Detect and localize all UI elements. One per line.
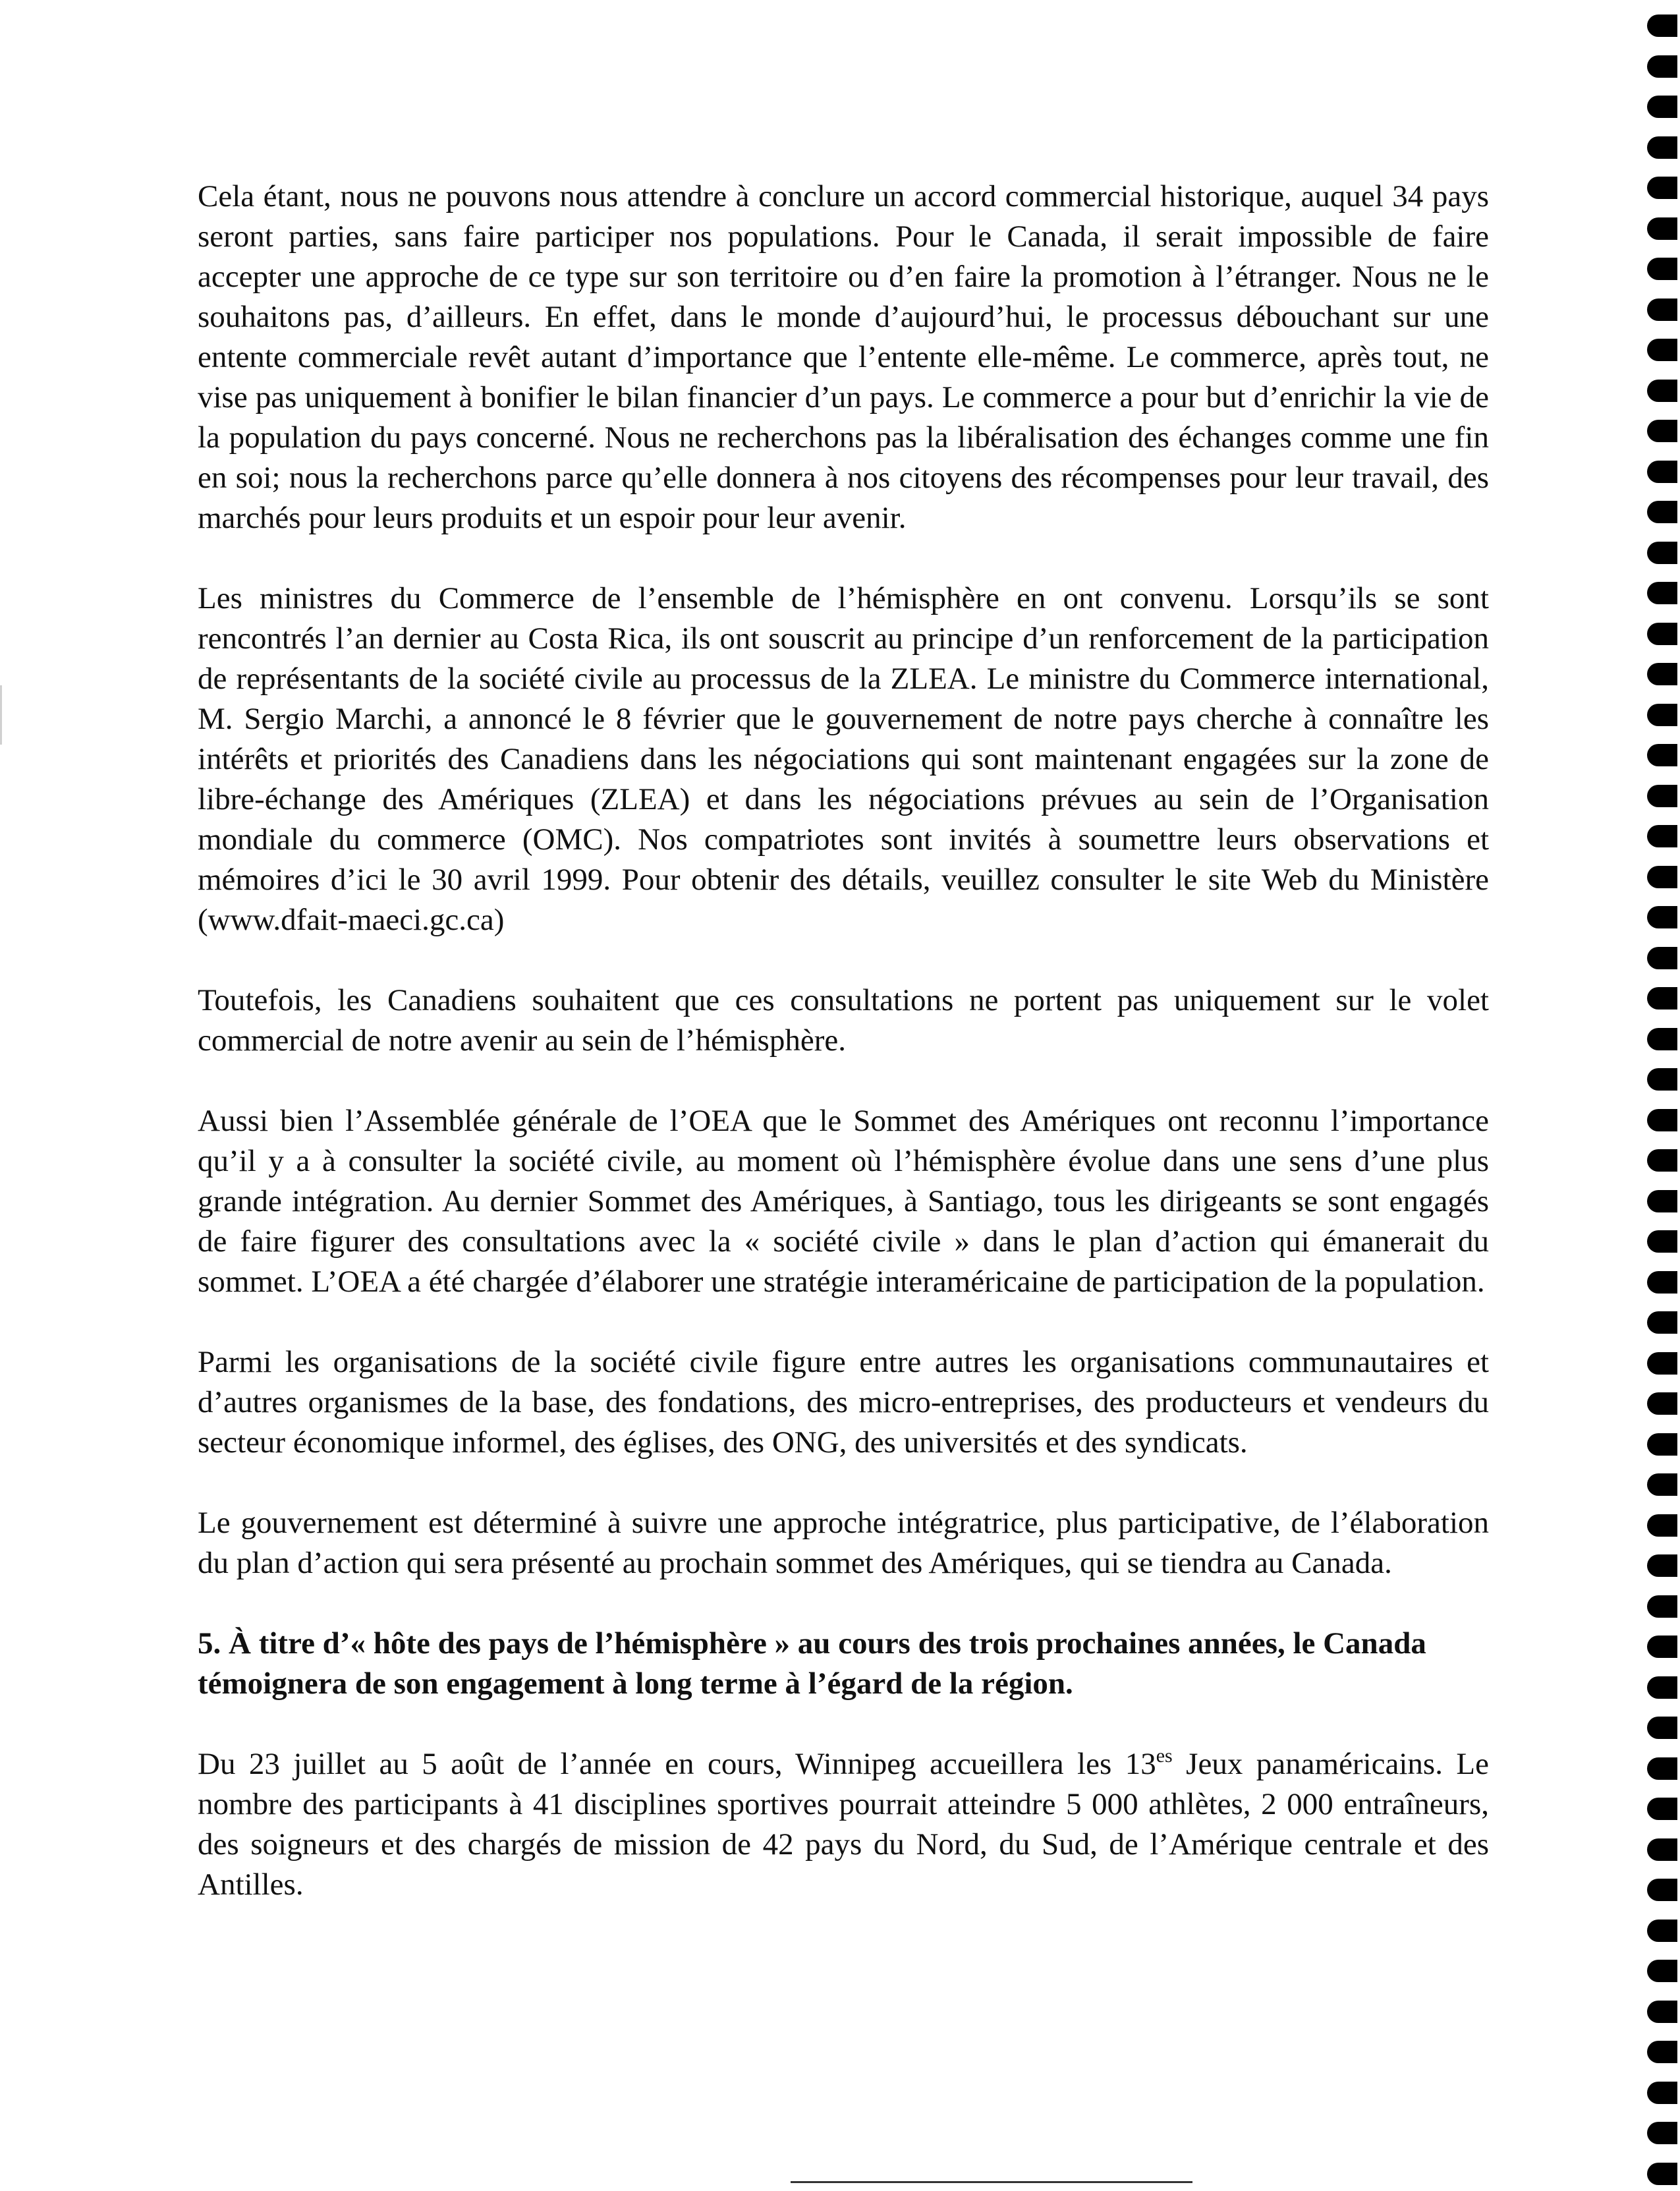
binding-hole — [1647, 1717, 1677, 1739]
binding-hole — [1647, 1473, 1677, 1496]
binding-hole — [1647, 542, 1677, 564]
document-body — [198, 177, 1489, 1905]
binding-hole — [1647, 1230, 1677, 1253]
binding-hole — [1647, 1109, 1677, 1131]
paragraph-trade-agreement: Cela étant, nous ne pouvons nous attendre à conclure un accord commercial historique, auquel 34 pays seront parties, sans faire participer nos populations. Pour le Canada, il serait impossible de faire accepter une approche de ce type sur son territoire ou d’en faire la promotion à l’étranger. Nous ne le souhaitons pas, d’ailleurs. En effet, dans le monde d’aujourd’hui, le processus débouchant sur une entente commerciale revêt autant d’importance que l’entente elle-même. Le commerce, après tout, ne vise pas uniquement à bonifier le bilan financier d’un pays. Le commerce a pour but d’enrichir la vie de la population du pays concerné. Nous ne recherchons pas la libéralisation des échanges comme une fin en soi; nous la recherchons parce qu’elle donnera à nos citoyens des récompenses pour leur travail, des marchés pour leurs produits et un espoir pour leur avenir. — [198, 179, 1489, 535]
binding-hole — [1647, 217, 1677, 240]
paragraph-oea-assembly: Aussi bien l’Assemblée générale de l’OEA que le Sommet des Amériques ont reconnu l’importance qu’il y a à consulter la société civile, au moment où l’hémisphère évolue dans une sens d’une plus grande intégration. Au dernier Sommet des Amériques, à Santiago, tous les dirigeants se sont engagés de faire figurer des consultations avec la « société civile » dans le plan d’action qui émanerait du sommet. L’OEA a été chargée d’élaborer une stratégie interaméricaine de participation de la population. — [198, 1104, 1489, 1299]
binding-hole — [1647, 1879, 1677, 1901]
binding-hole — [1647, 825, 1677, 847]
binding-hole — [1647, 1068, 1677, 1091]
binding-hole — [1647, 2122, 1677, 2144]
binding-hole — [1647, 866, 1677, 888]
binding-hole — [1647, 420, 1677, 442]
binding-hole — [1647, 947, 1677, 969]
binding-hole — [1647, 663, 1677, 685]
binding-hole — [1647, 906, 1677, 928]
binding-hole — [1647, 1920, 1677, 1942]
paragraph-consultations: Toutefois, les Canadiens souhaitent que ces consultations ne portent pas uniquement sur le volet commercial de notre avenir au sein de l’hémisphère. — [198, 983, 1489, 1058]
binding-hole — [1647, 1636, 1677, 1658]
binding-hole — [1647, 623, 1677, 645]
bottom-rule — [791, 2181, 1192, 2183]
binding-hole — [1647, 1838, 1677, 1861]
binding-hole — [1647, 55, 1677, 78]
paragraph-government-approach: Le gouvernement est déterminé à suivre une approche intégratrice, plus participative, de l’élaboration du plan d’action qui sera présenté au prochain sommet des Amériques, qui se tiendra au Canada. — [198, 1506, 1489, 1580]
binding-hole — [1647, 299, 1677, 321]
binding-hole — [1647, 1028, 1677, 1050]
binding-hole — [1647, 1554, 1677, 1577]
binding-hole — [1647, 1149, 1677, 1172]
binding-hole — [1647, 1271, 1677, 1294]
paragraph-civil-society: Parmi les organisations de la société civile figure entre autres les organisations communautaires et d’autres organismes de la base, des fondations, des micro-entreprises, des producteurs et vendeurs du secteur économique informel, des églises, des ONG, des universités et des syndicats. — [198, 1345, 1489, 1460]
binding-hole — [1647, 1352, 1677, 1375]
section-heading-5: 5. À titre d’« hôte des pays de l’hémisphère » au cours des trois prochaines années, le Canada témoignera de son engagement à long terme à l’égard de la région. — [198, 1626, 1426, 1701]
binding-hole — [1647, 1676, 1677, 1699]
binding-hole — [1647, 380, 1677, 402]
binding-hole — [1647, 1595, 1677, 1618]
binding-hole — [1647, 785, 1677, 807]
binding-hole — [1647, 339, 1677, 361]
binding-hole — [1647, 1757, 1677, 1780]
binding-hole — [1647, 987, 1677, 1010]
binding-hole — [1647, 1190, 1677, 1212]
binding-hole — [1647, 1798, 1677, 1820]
binding-hole — [1647, 744, 1677, 766]
binding-hole — [1647, 2001, 1677, 2023]
binding-hole — [1647, 258, 1677, 280]
binding-hole — [1647, 2041, 1677, 2063]
paragraph-trade-ministers: Les ministres du Commerce de l’ensemble de l’hémisphère en ont convenu. Lorsqu’ils se sont rencontrés l’an dernier au Costa Rica, ils ont souscrit au principe d’un renforcement de la participation de représentants de la société civile au processus de la ZLEA. Le ministre du Commerce international, M. Sergio Marchi, a annoncé le 8 février que le gouvernement de notre pays cherche à connaître les intérêts et priorités des Canadiens dans les négociations qui sont maintenant engagées sur la zone de libre-échange des Amériques (ZLEA) et dans les négociations prévues au sein de l’Organisation mondiale du commerce (OMC). Nos compatriotes sont invités à soumettre leurs observations et mémoires d’ici le 30 avril 1999. Pour obtenir des détails, veuillez consulter le site Web du Ministère (www.dfait-maeci.gc.ca) — [198, 581, 1489, 937]
binding-hole — [1647, 1311, 1677, 1334]
binding-hole — [1647, 14, 1677, 37]
spiral-binding — [1633, 0, 1680, 2191]
margin-mark — [0, 685, 2, 745]
binding-hole — [1647, 501, 1677, 523]
paragraph-pan-am-games — [198, 1744, 1489, 1905]
binding-hole — [1647, 1514, 1677, 1537]
binding-hole — [1647, 582, 1677, 604]
binding-hole — [1647, 136, 1677, 159]
pan-am-text-end: Jeux panaméricains. Le nombre des participants à 41 disciplines sportives pourrait atteindre 5 000 athlètes, 2 000 entraîneurs, des soigneurs et des chargés de mission de 42 pays du Nord, du Sud, de l’Amérique centrale et des Antilles. — [198, 1747, 1489, 1902]
pan-am-text-start: Du 23 juillet au 5 août de l’année en cours, Winnipeg accueillera les 13 — [198, 1747, 1156, 1781]
binding-hole — [1647, 1433, 1677, 1456]
binding-hole — [1647, 1392, 1677, 1415]
binding-hole — [1647, 177, 1677, 199]
binding-hole — [1647, 96, 1677, 118]
ordinal-superscript: es — [1156, 1745, 1173, 1767]
binding-hole — [1647, 704, 1677, 726]
binding-hole — [1647, 461, 1677, 483]
binding-hole — [1647, 2082, 1677, 2104]
binding-hole — [1647, 1960, 1677, 1982]
binding-hole — [1647, 2163, 1677, 2185]
